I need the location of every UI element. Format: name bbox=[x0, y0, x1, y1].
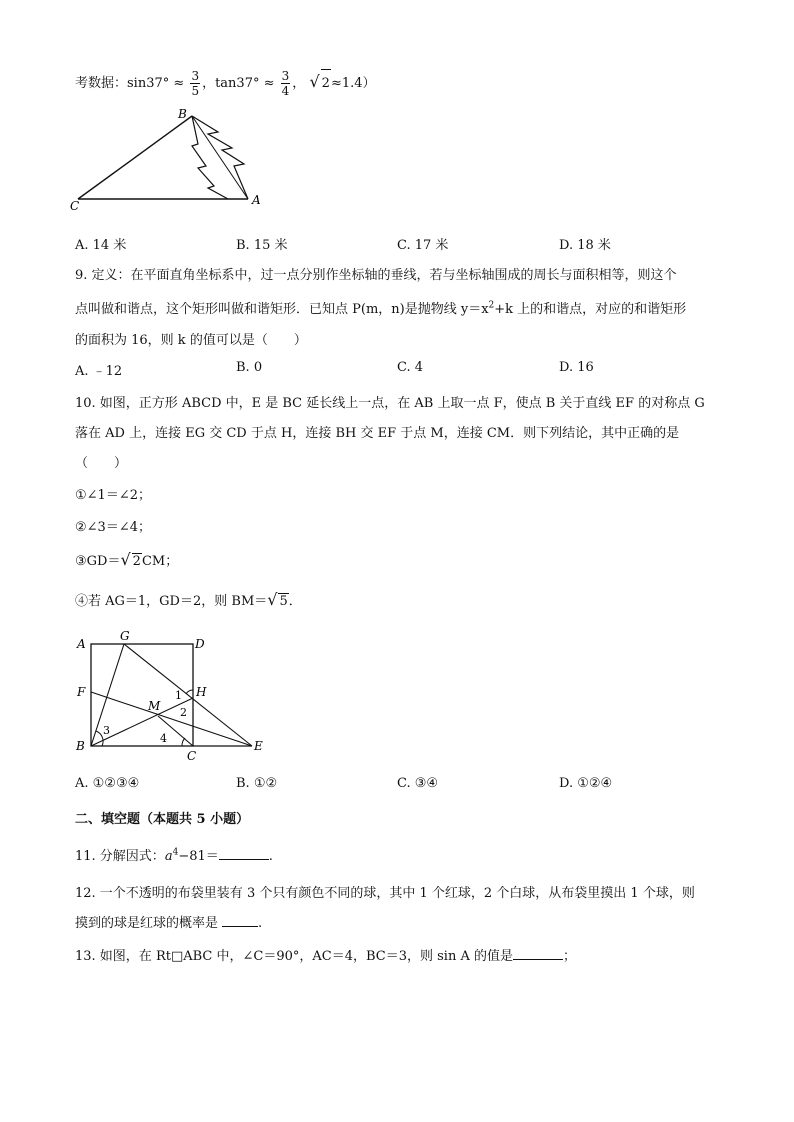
q9-option-c[interactable]: C. 4 bbox=[397, 360, 424, 375]
ref-tail: ≈1.4） bbox=[330, 76, 376, 91]
segment-bh bbox=[91, 698, 193, 746]
section-2-title: 二、填空题（本题共 5 小题） bbox=[75, 812, 250, 827]
label-h: H bbox=[196, 685, 207, 699]
ref-prefix: 考数据：sin37° bbox=[75, 76, 170, 91]
fraction-3-4: $\frac{3}{4}$ bbox=[281, 69, 290, 98]
label-g: G bbox=[120, 630, 130, 643]
q13: 13. 如图，在 Rt□ABC 中，∠C＝90°，AC＝4，BC＝3，则 sin A 的值是 ； bbox=[75, 949, 576, 964]
q10-statement-4: ④若 AG＝1，GD＝2，则 BM＝√ 5． bbox=[75, 590, 302, 609]
q12-answer-blank[interactable] bbox=[222, 926, 258, 927]
tree-triangle-figure bbox=[68, 104, 268, 214]
label-d: D bbox=[195, 637, 205, 651]
q8-option-d[interactable]: D. 18 米 bbox=[559, 238, 611, 253]
label-b: B bbox=[178, 107, 187, 121]
label-a: A bbox=[252, 193, 261, 207]
label-m: M bbox=[148, 699, 161, 713]
q9-option-a[interactable]: A. ﹣12 bbox=[75, 364, 123, 379]
square-geometry-figure bbox=[72, 630, 272, 760]
label-c: C bbox=[187, 749, 197, 760]
angle-label-3: 3 bbox=[103, 724, 110, 737]
ref-approx-2: ≈ bbox=[263, 76, 275, 91]
label-f: F bbox=[77, 685, 86, 699]
angle-label-4: 4 bbox=[160, 732, 167, 745]
q10-option-b[interactable]: B. ①② bbox=[236, 776, 278, 791]
q8-option-c[interactable]: C. 17 米 bbox=[397, 238, 449, 253]
q10-statement-2: ②∠3＝∠4； bbox=[75, 520, 151, 535]
angle-label-1: 1 bbox=[175, 689, 182, 702]
ref-approx: ≈ bbox=[173, 76, 185, 91]
q10-line-3: （ ） bbox=[75, 456, 128, 471]
q10-option-d[interactable]: D. ①②④ bbox=[559, 776, 613, 791]
q9-line-1: 9. 定义：在平面直角坐标系中，过一点分别作坐标轴的垂线，若与坐标轴围成的周长与面积相等，则这个 bbox=[75, 268, 677, 283]
q10-option-a[interactable]: A. ①②③④ bbox=[75, 776, 140, 791]
q11: 11. 分解因式：$a^4-81=$ . bbox=[75, 847, 273, 864]
q10-statement-3: ③GD＝√ 2CM； bbox=[75, 550, 179, 569]
q9-option-d[interactable]: D. 16 bbox=[559, 360, 594, 375]
angle-arc-4 bbox=[182, 738, 185, 746]
q11-answer-blank[interactable] bbox=[219, 859, 269, 860]
q8-option-a[interactable]: A. 14 米 bbox=[75, 238, 127, 253]
q13-answer-blank[interactable] bbox=[513, 959, 563, 960]
q10-option-c[interactable]: C. ③④ bbox=[397, 776, 439, 791]
sqrt-sign: √ bbox=[309, 72, 320, 91]
q9-line-3: 的面积为 16，则 k 的值可以是（ ） bbox=[75, 333, 307, 348]
sqrt-2: 2 bbox=[321, 69, 331, 98]
fraction-3-5: $\frac{3}{5}$ bbox=[191, 69, 200, 98]
ref-tan: ，tan37° bbox=[202, 76, 260, 91]
reference-data bbox=[75, 68, 376, 98]
label-a: A bbox=[77, 637, 86, 651]
q12-line-2: 摸到的球是红球的概率是 . bbox=[75, 916, 263, 931]
segment-fe bbox=[91, 692, 252, 746]
angle-label-2: 2 bbox=[180, 706, 187, 719]
q10-line-1: 10. 如图，正方形 ABCD 中，E 是 BC 延长线上一点，在 AB 上取一点 F，使点 B 关于直线 EF 的对称点 G bbox=[75, 396, 705, 411]
angle-arc-1 bbox=[186, 690, 193, 694]
q10-statement-1: ①∠1＝∠2； bbox=[75, 488, 151, 503]
q8-option-b[interactable]: B. 15 米 bbox=[236, 238, 288, 253]
label-c: C bbox=[70, 199, 80, 213]
q9-option-b[interactable]: B. 0 bbox=[236, 360, 263, 375]
segment-cb bbox=[78, 116, 192, 199]
segment-ge bbox=[124, 644, 252, 746]
label-e: E bbox=[254, 739, 263, 753]
ref-comma: ， bbox=[292, 76, 306, 91]
label-b: B bbox=[76, 739, 85, 753]
q12-line-1: 12. 一个不透明的布袋里装有 3 个只有颜色不同的球，其中 1 个红球，2 个白球，从布袋里摸出 1 个球，则 bbox=[75, 886, 695, 901]
q10-line-2: 落在 AD 上，连接 EG 交 CD 于点 H，连接 BH 交 EF 于点 M，连接 CM．则下列结论，其中正确的是 bbox=[75, 426, 680, 441]
tree-outline-left bbox=[192, 116, 228, 199]
q9-line-2: 点叫做和谐点，这个矩形叫做和谐矩形．已知点 P(m，n)是抛物线 $y=x^2+k$ 上的和谐点，对应的和谐矩形 bbox=[75, 300, 687, 317]
